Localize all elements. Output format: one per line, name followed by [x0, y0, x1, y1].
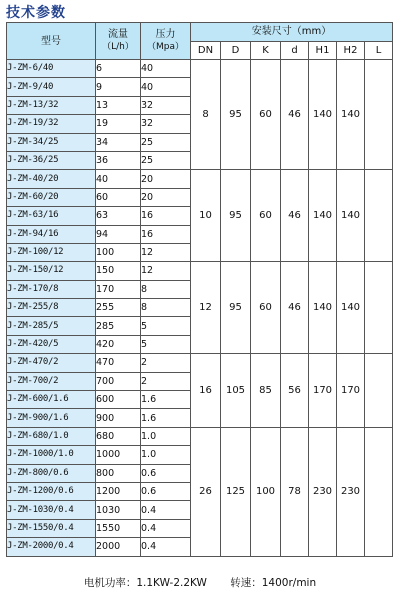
table-row — [7, 427, 393, 445]
model-cell: J-ZM-9/40 — [7, 78, 96, 96]
model-cell: J-ZM-1550/0.4 — [7, 519, 96, 537]
pressure-cell: 16 — [141, 207, 191, 225]
pressure-cell: 20 — [141, 188, 191, 206]
flow-cell: 1550 — [96, 519, 141, 537]
model-cell: J-ZM-19/32 — [7, 115, 96, 133]
flow-cell: 150 — [96, 262, 141, 280]
pressure-cell: 0.6 — [141, 464, 191, 482]
pressure-cell: 16 — [141, 225, 191, 243]
flow-cell: 900 — [96, 409, 141, 427]
speed-text: 转速：1400r/min — [230, 577, 317, 589]
pressure-header: 压力 （Mpa） — [141, 23, 191, 60]
dim-header-k: K — [251, 41, 281, 60]
dim-cell-l — [365, 170, 393, 262]
dim-cell-k: 85 — [251, 354, 281, 428]
dim-cell-l — [365, 262, 393, 354]
model-cell: J-ZM-94/16 — [7, 225, 96, 243]
dim-cell-d: 46 — [281, 262, 309, 354]
model-header: 型号 — [7, 23, 96, 60]
pressure-cell: 12 — [141, 262, 191, 280]
model-cell: J-ZM-170/8 — [7, 280, 96, 298]
dim-cell-dn: 10 — [191, 170, 221, 262]
dim-cell-l — [365, 354, 393, 428]
flow-cell: 63 — [96, 207, 141, 225]
flow-cell: 700 — [96, 372, 141, 390]
dim-cell-k: 60 — [251, 60, 281, 170]
model-cell: J-ZM-36/25 — [7, 151, 96, 169]
dim-cell-k: 60 — [251, 170, 281, 262]
motor-power-text: 电机功率：1.1KW-2.2KW — [83, 577, 207, 589]
model-cell: J-ZM-285/5 — [7, 317, 96, 335]
dim-cell-d: 95 — [221, 60, 251, 170]
pressure-cell: 1.6 — [141, 409, 191, 427]
flow-cell: 170 — [96, 280, 141, 298]
dim-cell-h1: 140 — [309, 170, 337, 262]
pressure-cell: 40 — [141, 78, 191, 96]
flow-cell: 100 — [96, 243, 141, 261]
pressure-cell: 12 — [141, 243, 191, 261]
pressure-cell: 8 — [141, 280, 191, 298]
pressure-cell: 32 — [141, 115, 191, 133]
flow-cell: 680 — [96, 427, 141, 445]
dim-header-l: L — [365, 41, 393, 60]
dim-cell-d: 78 — [281, 427, 309, 556]
pressure-cell: 20 — [141, 170, 191, 188]
spec-table — [6, 22, 393, 557]
model-cell: J-ZM-1000/1.0 — [7, 446, 96, 464]
model-cell: J-ZM-470/2 — [7, 354, 96, 372]
pressure-cell: 2 — [141, 372, 191, 390]
dim-cell-d: 105 — [221, 354, 251, 428]
model-cell: J-ZM-255/8 — [7, 299, 96, 317]
model-cell: J-ZM-2000/0.4 — [7, 538, 96, 556]
install-dims-header: 安装尺寸（mm） — [191, 23, 393, 42]
model-cell: J-ZM-700/2 — [7, 372, 96, 390]
pressure-cell: 8 — [141, 299, 191, 317]
dim-cell-k: 100 — [251, 427, 281, 556]
dim-header-h1: H1 — [309, 41, 337, 60]
dim-cell-k: 60 — [251, 262, 281, 354]
model-cell: J-ZM-63/16 — [7, 207, 96, 225]
model-cell: J-ZM-680/1.0 — [7, 427, 96, 445]
dim-cell-d: 46 — [281, 170, 309, 262]
model-cell: J-ZM-150/12 — [7, 262, 96, 280]
model-cell: J-ZM-900/1.6 — [7, 409, 96, 427]
pressure-cell: 0.4 — [141, 538, 191, 556]
flow-cell: 6 — [96, 60, 141, 78]
dim-header-h2: H2 — [337, 41, 365, 60]
pressure-cell: 40 — [141, 60, 191, 78]
dim-cell-d: 56 — [281, 354, 309, 428]
pressure-cell: 0.4 — [141, 501, 191, 519]
dim-cell-h1: 140 — [309, 60, 337, 170]
dim-cell-h1: 230 — [309, 427, 337, 556]
dim-cell-dn: 26 — [191, 427, 221, 556]
flow-cell: 1000 — [96, 446, 141, 464]
table-row — [7, 60, 393, 78]
pressure-cell: 1.0 — [141, 446, 191, 464]
flow-cell: 800 — [96, 464, 141, 482]
dim-cell-h2: 170 — [337, 354, 365, 428]
section-title: 技术参数 — [6, 5, 66, 21]
flow-cell: 40 — [96, 170, 141, 188]
flow-cell: 60 — [96, 188, 141, 206]
flow-cell: 255 — [96, 299, 141, 317]
dim-cell-h2: 140 — [337, 262, 365, 354]
dim-cell-dn: 8 — [191, 60, 221, 170]
model-cell: J-ZM-600/1.6 — [7, 391, 96, 409]
pressure-cell: 1.6 — [141, 391, 191, 409]
dim-cell-l — [365, 60, 393, 170]
model-cell: J-ZM-6/40 — [7, 60, 96, 78]
dim-cell-dn: 12 — [191, 262, 221, 354]
flow-cell: 1200 — [96, 482, 141, 500]
model-cell: J-ZM-13/32 — [7, 96, 96, 114]
dim-cell-d: 95 — [221, 170, 251, 262]
flow-cell: 9 — [96, 78, 141, 96]
pressure-cell: 0.4 — [141, 519, 191, 537]
dim-header-d: D — [221, 41, 251, 60]
flow-cell: 36 — [96, 151, 141, 169]
model-cell: J-ZM-100/12 — [7, 243, 96, 261]
dim-cell-h2: 230 — [337, 427, 365, 556]
spec-table-body — [7, 60, 393, 557]
pressure-cell: 5 — [141, 335, 191, 353]
table-row — [7, 262, 393, 280]
header-row-1 — [7, 23, 393, 42]
model-cell: J-ZM-60/20 — [7, 188, 96, 206]
pressure-cell: 32 — [141, 96, 191, 114]
model-cell: J-ZM-34/25 — [7, 133, 96, 151]
model-cell: J-ZM-420/5 — [7, 335, 96, 353]
flow-cell: 2000 — [96, 538, 141, 556]
flow-cell: 19 — [96, 115, 141, 133]
model-cell: J-ZM-1030/0.4 — [7, 501, 96, 519]
table-row — [7, 170, 393, 188]
flow-cell: 285 — [96, 317, 141, 335]
spec-table-container — [6, 22, 392, 574]
dim-cell-d: 125 — [221, 427, 251, 556]
dim-cell-d: 95 — [221, 262, 251, 354]
dim-cell-h2: 140 — [337, 170, 365, 262]
dim-cell-h1: 170 — [309, 354, 337, 428]
dim-header-d: d — [281, 41, 309, 60]
pressure-cell: 5 — [141, 317, 191, 335]
model-cell: J-ZM-40/20 — [7, 170, 96, 188]
flow-cell: 600 — [96, 391, 141, 409]
pressure-cell: 25 — [141, 133, 191, 151]
dim-cell-h1: 140 — [309, 262, 337, 354]
model-cell: J-ZM-1200/0.6 — [7, 482, 96, 500]
dim-cell-l — [365, 427, 393, 556]
pressure-cell: 25 — [141, 151, 191, 169]
pressure-cell: 1.0 — [141, 427, 191, 445]
dim-cell-h2: 140 — [337, 60, 365, 170]
dim-cell-dn: 16 — [191, 354, 221, 428]
flow-cell: 470 — [96, 354, 141, 372]
pressure-cell: 0.6 — [141, 482, 191, 500]
table-row — [7, 354, 393, 372]
dim-header-dn: DN — [191, 41, 221, 60]
dim-cell-d: 46 — [281, 60, 309, 170]
flow-cell: 1030 — [96, 501, 141, 519]
footer-line — [0, 575, 400, 590]
pressure-cell: 2 — [141, 354, 191, 372]
model-cell: J-ZM-800/0.6 — [7, 464, 96, 482]
flow-cell: 34 — [96, 133, 141, 151]
flow-cell: 13 — [96, 96, 141, 114]
flow-cell: 94 — [96, 225, 141, 243]
flow-header: 流量 （L/h） — [96, 23, 141, 60]
flow-cell: 420 — [96, 335, 141, 353]
